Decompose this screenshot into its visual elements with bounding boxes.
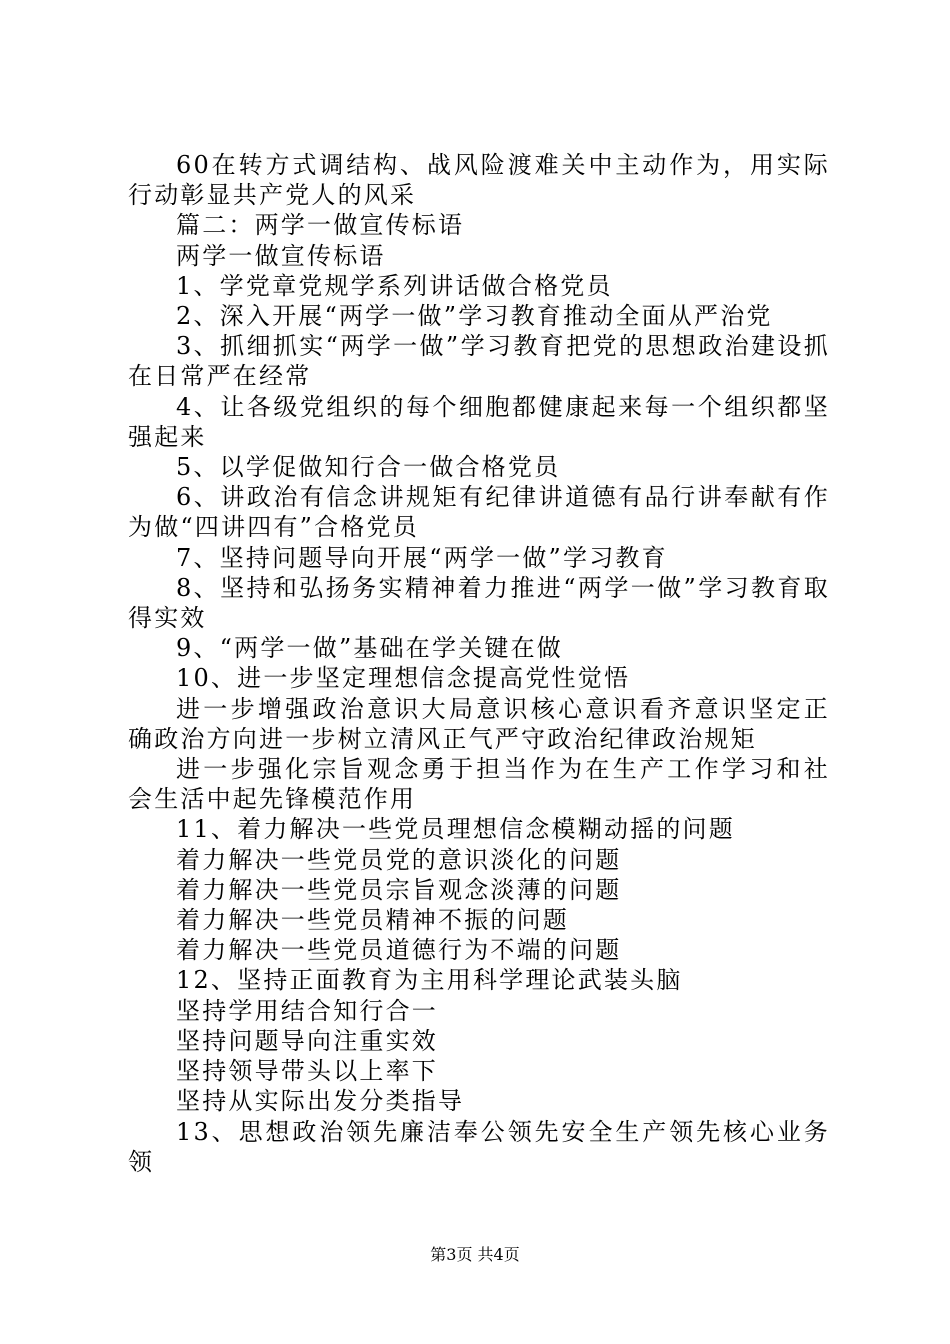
- slogan-item-7: 7、坚持问题导向开展“两学一做”学习教育: [176, 543, 668, 572]
- slogan-item-11-line-4: 着力解决一些党员精神不振的问题: [176, 906, 569, 935]
- slogan-item-6: 6、讲政治有信念讲规矩有纪律讲道德有品行讲奉献有作为做“四讲四有”合格党员: [128, 483, 830, 542]
- slogan-item-4: 4、让各级党组织的每个细胞都健康起来每一个组织都坚强起来: [128, 392, 830, 451]
- slogan-item-12-line-3: 坚持问题导向注重实效: [176, 1026, 438, 1055]
- slogan-item-3: 3、抓细抓实“两学一做”学习教育把党的思想政治建设抓在日常严在经常: [128, 332, 830, 391]
- slogan-item-1: 1、学党章党规学系列讲话做合格党员: [176, 271, 613, 300]
- slogan-item-11-line-3: 着力解决一些党员宗旨观念淡薄的问题: [176, 875, 622, 904]
- slogan-item-10: 10、进一步坚定理想信念提高党性觉悟: [176, 664, 631, 693]
- slogan-item-12: 12、坚持正面教育为主用科学理论武装头脑: [176, 966, 683, 995]
- slogan-item-10-line-3: 进一步强化宗旨观念勇于担当作为在生产工作学习和社会生活中起先锋模范作用: [128, 755, 830, 814]
- paragraph-1: 60在转方式调结构、战风险渡难关中主动作为，用实际行动彰显共产党人的风采: [128, 151, 830, 210]
- slogan-item-13: 13、思想政治领先廉洁奉公领先安全生产领先核心业务领: [128, 1117, 830, 1176]
- section-heading: 篇二：两学一做宣传标语: [176, 211, 465, 240]
- slogan-item-11: 11、着力解决一些党员理想信念模糊动摇的问题: [176, 815, 735, 844]
- slogan-item-5: 5、以学促做知行合一做合格党员: [176, 453, 561, 482]
- slogan-item-12-line-4: 坚持领导带头以上率下: [176, 1057, 438, 1086]
- page-number-footer: 第3页 共4页: [430, 1245, 520, 1264]
- slogan-item-11-line-5: 着力解决一些党员道德行为不端的问题: [176, 936, 622, 965]
- slogan-item-10-line-2: 进一步增强政治意识大局意识核心意识看齐意识坚定正确政治方向进一步树立清风正气严守政治纪律政治规矩: [128, 694, 830, 753]
- slogan-item-11-line-2: 着力解决一些党员党的意识淡化的问题: [176, 845, 622, 874]
- document-body: [128, 150, 830, 1177]
- slogan-item-8: 8、坚持和弘扬务实精神着力推进“两学一做”学习教育取得实效: [128, 573, 830, 633]
- slogan-item-12-line-5: 坚持从实际出发分类指导: [176, 1087, 465, 1116]
- section-title: 两学一做宣传标语: [176, 241, 386, 270]
- slogan-item-12-line-2: 坚持学用结合知行合一: [176, 996, 438, 1025]
- slogan-item-2: 2、深入开展“两学一做”学习教育推动全面从严治党: [176, 302, 773, 331]
- slogan-item-9: 9、“两学一做”基础在学关键在做: [176, 634, 564, 663]
